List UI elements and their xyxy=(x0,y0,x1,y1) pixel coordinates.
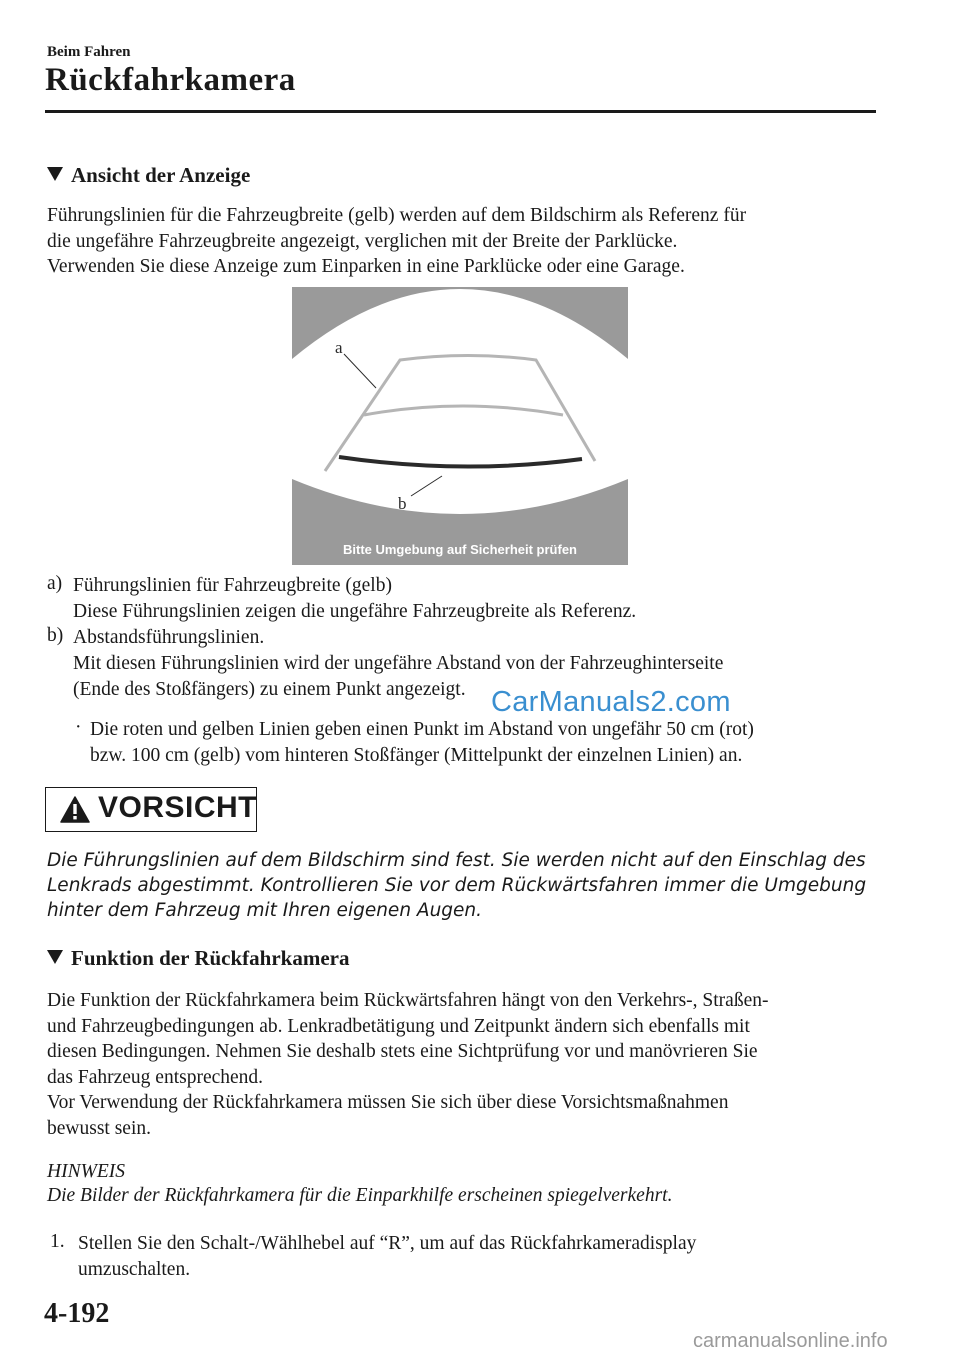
legend-desc-a: Diese Führungslinien zeigen die ungefähre Fahrzeugbreite als Referenz. xyxy=(73,601,637,622)
camera-display-illustration xyxy=(292,287,628,565)
triangle-down-icon xyxy=(47,167,63,181)
caution-line: Die Führungslinien auf dem Bildschirm sind fest. Sie werden nicht auf den Einschlag des xyxy=(47,850,866,871)
figure-label-b: b xyxy=(398,494,407,513)
paragraph-line: Die Funktion der Rückfahrkamera beim Rückwärtsfahren hängt von den Verkehrs-, Straßen- xyxy=(47,990,769,1011)
section-heading-funktion xyxy=(47,946,349,971)
legend-label-a: a) xyxy=(47,573,63,594)
section-label: Beim Fahren xyxy=(47,44,131,60)
legend-title-b: Abstandsführungslinien. xyxy=(73,627,265,648)
page-number: 4-192 xyxy=(44,1298,110,1329)
step-text-line1: Stellen Sie den Schalt-/Wählhebel auf “R”, um auf das Rückfahrkameradisplay xyxy=(78,1233,697,1254)
section-heading-text: Ansicht der Anzeige xyxy=(71,163,251,187)
legend-title-a: Führungslinien für Fahrzeugbreite (gelb) xyxy=(73,575,392,596)
caution-line: hinter dem Fahrzeug mit Ihren eigenen Augen. xyxy=(47,900,483,921)
paragraph-line: Vor Verwendung der Rückfahrkamera müssen Sie sich über diese Vorsichtsmaßnahmen xyxy=(47,1092,729,1113)
footer-watermark: carmanualsonline.info xyxy=(693,1330,888,1352)
legend-desc-b-line1: Mit diesen Führungslinien wird der ungefähre Abstand von der Fahrzeughinterseite xyxy=(73,653,724,674)
legend-desc-b-line2: (Ende des Stoßfängers) zu einem Punkt angezeigt. xyxy=(73,679,466,700)
triangle-down-icon xyxy=(47,950,63,964)
step-text-line2: umzuschalten. xyxy=(78,1259,191,1280)
display-banner: Bitte Umgebung auf Sicherheit prüfen xyxy=(342,542,578,557)
page-title: Rückfahrkamera xyxy=(45,62,296,98)
paragraph-line: Verwenden Sie diese Anzeige zum Einparken in eine Parklücke oder eine Garage. xyxy=(47,256,685,277)
camera-display-figure xyxy=(292,287,628,565)
step-number: 1. xyxy=(50,1231,65,1252)
bullet-dot: · xyxy=(75,717,82,738)
note-heading: HINWEIS xyxy=(47,1161,125,1182)
caution-box xyxy=(45,787,257,832)
paragraph-line: und Fahrzeugbedingungen ab. Lenkradbetätigung und Zeitpunkt ändern sich ebenfalls mit xyxy=(47,1015,750,1037)
paragraph-line: diesen Bedingungen. Nehmen Sie deshalb stets eine Sichtprüfung vor und manövrieren Sie xyxy=(47,1041,758,1062)
bullet-line-1: Die roten und gelben Linien geben einen Punkt im Abstand von ungefähr 50 cm (rot) xyxy=(90,719,754,740)
section-heading-text: Funktion der Rückfahrkamera xyxy=(71,946,350,970)
figure-label-a: a xyxy=(335,338,343,357)
paragraph-line: das Fahrzeug entsprechend. xyxy=(47,1066,264,1088)
intro-paragraph xyxy=(47,203,877,280)
paragraph-line: bewusst sein. xyxy=(47,1117,151,1139)
warning-icon xyxy=(60,796,90,823)
section-heading-ansicht xyxy=(47,163,250,188)
paragraph-line: Führungslinien für die Fahrzeugbreite (gelb) werden auf dem Bildschirm als Referenz für xyxy=(47,205,747,226)
bullet-line-2: bzw. 100 cm (gelb) vom hinteren Stoßfänger (Mittelpunkt der einzelnen Linien) an. xyxy=(90,745,743,766)
paragraph-line: die ungefähre Fahrzeugbreite angezeigt, verglichen mit der Breite der Parklücke. xyxy=(47,230,678,252)
function-paragraph xyxy=(47,988,877,1141)
caution-text xyxy=(47,848,877,923)
note-text: Die Bilder der Rückfahrkamera für die Einparkhilfe erscheinen spiegelverkehrt. xyxy=(47,1185,673,1206)
legend-label-b: b) xyxy=(47,625,64,646)
watermark: CarManuals2.com xyxy=(491,686,731,718)
caution-line: Lenkrads abgestimmt. Kontrollieren Sie vor dem Rückwärtsfahren immer die Umgebung xyxy=(47,875,867,896)
title-divider xyxy=(45,110,876,113)
caution-label: VORSICHT xyxy=(98,791,258,824)
